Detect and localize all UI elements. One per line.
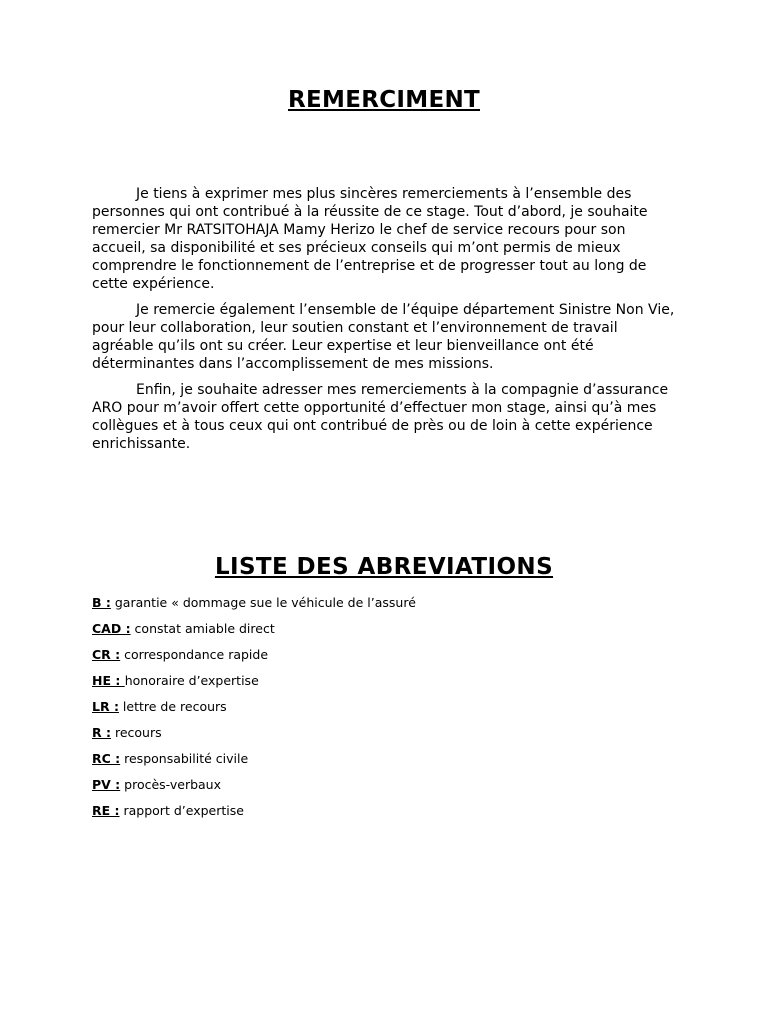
abbr-item-b [92, 594, 692, 620]
abbr-value: garantie « dommage sue le véhicule de l’assuré [110, 595, 416, 610]
abbr-value: correspondance rapide [120, 647, 269, 662]
paragraph-3: Enfin, je souhaite adresser mes remerciements à la compagnie d’assurance ARO pour m’avoir offert cette opportunité d’effectuer mon stage, ainsi qu’à mes collègues et à tous ceux qui ont contribué de près ou de loin à cette expérience enrichissante. [92, 382, 669, 452]
abbr-value: lettre de recours [118, 699, 227, 714]
paragraph-1: Je tiens à exprimer mes plus sincères remerciements à l’ensemble des personnes qui ont contribué à la réussite de ce stage. Tout d’abord, je souhaite remercier Mr RATSITOHAJA Mamy Herizo le chef de service recours pour son accueil, sa disponibilité et ses précieux conseils qui m’ont permis de mieux comprendre le fonctionnement de l’entreprise et de progresser tout au long de cette expérience. [92, 186, 648, 292]
remerciement-title: REMERCIMENT [287, 87, 480, 113]
abreviations-list [92, 594, 692, 828]
abbr-item-cad [92, 620, 692, 646]
abbr-value: rapport d’expertise [119, 803, 244, 818]
abbr-item-rc [92, 750, 692, 776]
abbr-value: responsabilité civile [120, 751, 249, 766]
remerciement-body [92, 185, 682, 461]
abbr-value: constat amiable direct [130, 621, 275, 636]
abbr-item-lr [92, 698, 692, 724]
abbr-item-cr [92, 646, 692, 672]
abbr-value: recours [110, 725, 162, 740]
abbr-key: PV : [92, 777, 121, 792]
abbr-value: honoraire d’expertise [124, 673, 259, 688]
abbr-item-he [92, 672, 692, 698]
abbr-value: procès-verbaux [120, 777, 221, 792]
abreviations-title: LISTE DES ABREVIATIONS [214, 554, 554, 580]
abbr-key: R : [92, 725, 111, 740]
abbr-key: CAD : [92, 621, 131, 636]
abbr-item-pv [92, 776, 692, 802]
abbr-item-r [92, 724, 692, 750]
abbr-key: B : [92, 595, 111, 610]
abbr-item-re [92, 802, 692, 828]
abbr-key: LR : [92, 699, 119, 714]
abbr-key: RE : [92, 803, 120, 818]
paragraph-2: Je remercie également l’ensemble de l’équipe département Sinistre Non Vie, pour leur collaboration, leur soutien constant et l’environnement de travail agréable qu’ils ont su créer. Leur expertise et leur bienveillance ont été déterminantes dans l’accomplissement de mes missions. [92, 302, 675, 372]
abbr-key: CR : [92, 647, 121, 662]
abbr-key: HE : [92, 673, 125, 688]
abbr-key: RC : [92, 751, 121, 766]
